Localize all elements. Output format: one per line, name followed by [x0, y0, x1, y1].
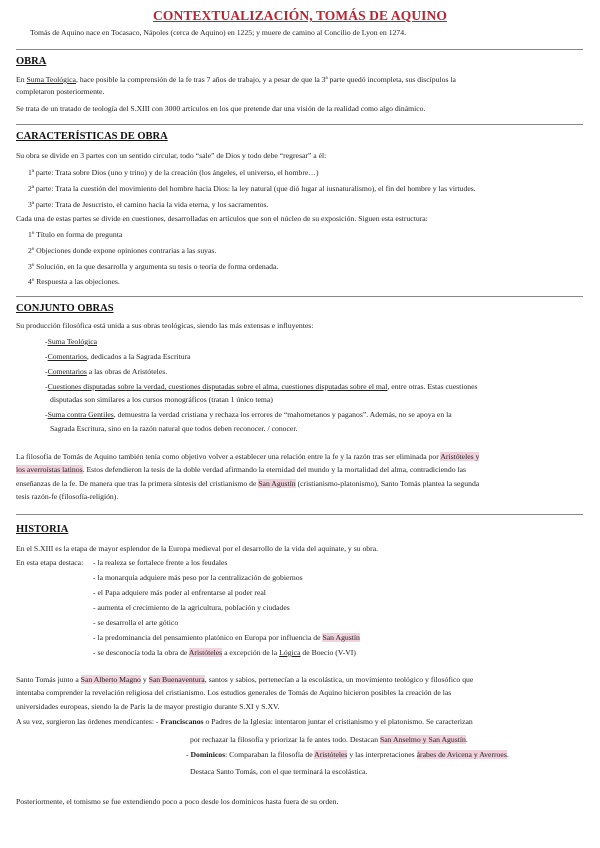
list-item: 1º Título en forma de pregunta — [28, 230, 123, 239]
paragraph-line: los averroístas latinos. Estos defendieron la tesis de la doble verdad afirmando la eternidad del mundo y la mortalidad del alma, contradiciendo las — [16, 465, 467, 474]
final-line: Posteriormente, el tomismo se fue extendiendo poco a poco desde los dominicos hasta fuera de su orden. — [16, 797, 339, 806]
section-heading-caracteristicas: CARACTERÍSTICAS DE OBRA — [16, 131, 168, 142]
caract-intro: Su obra se divide en 3 partes con un sentido circular, todo “sale” de Dios y todo debe “regresar” a él: — [16, 151, 327, 160]
list-item: 3ª parte: Trata de Jesucristo, el camino hacia la vida eterna, y los sacramentos. — [28, 200, 269, 209]
section-heading-conjunto: CONJUNTO OBRAS — [16, 303, 114, 314]
paragraph-line: intentaba comprender la revelación religiosa del cristianismo. Los estudios generales de Tomás de Aquino hicieron posibles la creación de las — [16, 688, 452, 697]
structure-intro: Cada una de estas partes se divide en cuestiones, desarrolladas en artículos que son el núcleo de su exposición. Siguen esta estructura: — [16, 214, 428, 223]
divider — [16, 296, 583, 297]
intro-text: Tomás de Aquino nace en Tocasaco, Nápoles (cerca de Aquino) en 1225; y muere de camino al Concilio de Lyon en 1274. — [30, 28, 406, 37]
obra-line-3: Se trata de un tratado de teología del S.XIII con 3000 artículos en los que pretende dar una visión de la realidad como algo dinámico. — [16, 104, 426, 113]
list-item: - se desarrolla el arte gótico — [93, 618, 179, 627]
divider — [16, 124, 583, 125]
conjunto-intro: Su producción filosófica está unida a sus obras teológicas, siendo las más extensas e influyentes: — [16, 321, 314, 330]
divider — [16, 49, 583, 50]
list-item: 2ª parte: Trata la cuestión del movimiento del hombre hacia Dios: la ley natural (que dió lugar al iusnaturalismo), el fin del hombre y las virtudes. — [28, 184, 476, 193]
paragraph-line: universidades europeas, siendo la de París la de mayor prestigio durante S.XI y S.XV. — [16, 702, 280, 711]
list-item: - el Papa adquiere más poder al enfrentarse al poder real — [93, 588, 266, 597]
obra-line-1: En Suma Teológica, hace posible la comprensión de la fe tras 7 años de trabajo, y a pesar de que la 3ª parte quedó incompleta, sus discípulos la — [16, 75, 456, 84]
list-item: -Comentarios a las obras de Aristóteles. — [45, 367, 168, 376]
list-item: - aumenta el crecimiento de la agricultura, población y ciudades — [93, 603, 290, 612]
list-item: -Suma Teológica — [45, 337, 98, 346]
suma-teologica-link: Suma Teológica — [26, 75, 76, 84]
list-item: -Cuestiones disputadas sobre la verdad, cuestiones disputadas sobre el alma, cuestiones disputadas sobre el mal, entre otras. Estas cuestiones — [45, 382, 478, 391]
obra-line-2: completaron posteriormente. — [16, 87, 105, 96]
page-title: CONTEXTUALIZACIÓN, TOMÁS DE AQUINO — [153, 8, 447, 23]
list-item: -Comentarios, dedicados a la Sagrada Escritura — [45, 352, 191, 361]
section-heading-historia: HISTORIA — [16, 524, 69, 535]
list-item: 4º Respuesta a las objeciones. — [28, 277, 120, 286]
historia-line: En esta etapa destaca: — [16, 558, 84, 567]
paragraph-line: Santo Tomás junto a San Alberto Magno y San Buenaventura, santos y sabios, pertenecían a la escolástica, un movimiento teológico y filosófico que — [16, 675, 474, 684]
list-item: - la monarquía adquiere más peso por la centralización de gobiernos — [93, 573, 303, 582]
list-item: 1ª parte: Trata sobre Dios (uno y trino) y de la creación (los ángeles, el universo, el hombre…) — [28, 168, 319, 177]
list-item: -Suma contra Gentiles, demuestra la verdad cristiana y rechaza los errores de “mahometanos y paganos”. Además, no se apoya en la — [45, 410, 452, 419]
list-item: 3º Solución, en la que desarrolla y argumenta su tesis o teoría de forma ordenada. — [28, 262, 279, 271]
list-item-cont: Sagrada Escritura, sino en la razón natural que todos deben reconocer. / conocer. — [50, 424, 298, 433]
list-item: - la predominancia del pensamiento platónico en Europa por influencia de San Agustín — [93, 633, 360, 642]
list-item: - la realeza se fortalece frente a los feudales — [93, 558, 228, 567]
list-item-cont: disputadas son similares a los cursos monográficos (tratan 1 único tema) — [50, 395, 273, 404]
orders-line: por rechazar la filosofía y priorizar la fe antes todo. Destacan San Anselmo y San Agustín. — [190, 735, 468, 744]
orders-line: A su vez, surgieron las órdenes mendicantes: - Franciscanos o Padres de la Iglesia: intentaron juntar el cristianismo y el platonismo. Se caracterizan — [16, 717, 473, 726]
historia-line: En el S.XIII es la etapa de mayor esplendor de la Europa medieval por el desarrollo de la vida del aquinate, y su obra. — [16, 544, 379, 553]
list-item: - se desconocía toda la obra de Aristóteles a excepción de la Lógica de Boecio (V-VI) — [93, 648, 356, 657]
paragraph-line: enseñanzas de la fe. De manera que tras la primera síntesis del cristianismo de San Agustín (cristianismo-platonismo), Santo Tomás plantea la segunda — [16, 479, 480, 488]
list-item: 2º Objeciones donde expone opiniones contrarias a las suyas. — [28, 246, 217, 255]
divider — [16, 514, 583, 515]
paragraph-line: tesis razón-fe (filosofía-religión). — [16, 492, 119, 501]
orders-line: - Dominicos: Comparaban la filosofía de Aristóteles y las interpretaciones árabes de Avicena y Averroes. — [186, 750, 509, 759]
paragraph-line: La filosofía de Tomás de Aquino también tenía como objetivo volver a establecer una relación entre la fe y la razón tras ser eliminada por Aristóteles y — [16, 452, 480, 461]
orders-line: Destaca Santo Tomás, con el que terminará la escolástica. — [190, 767, 368, 776]
section-heading-obra: OBRA — [16, 56, 47, 67]
